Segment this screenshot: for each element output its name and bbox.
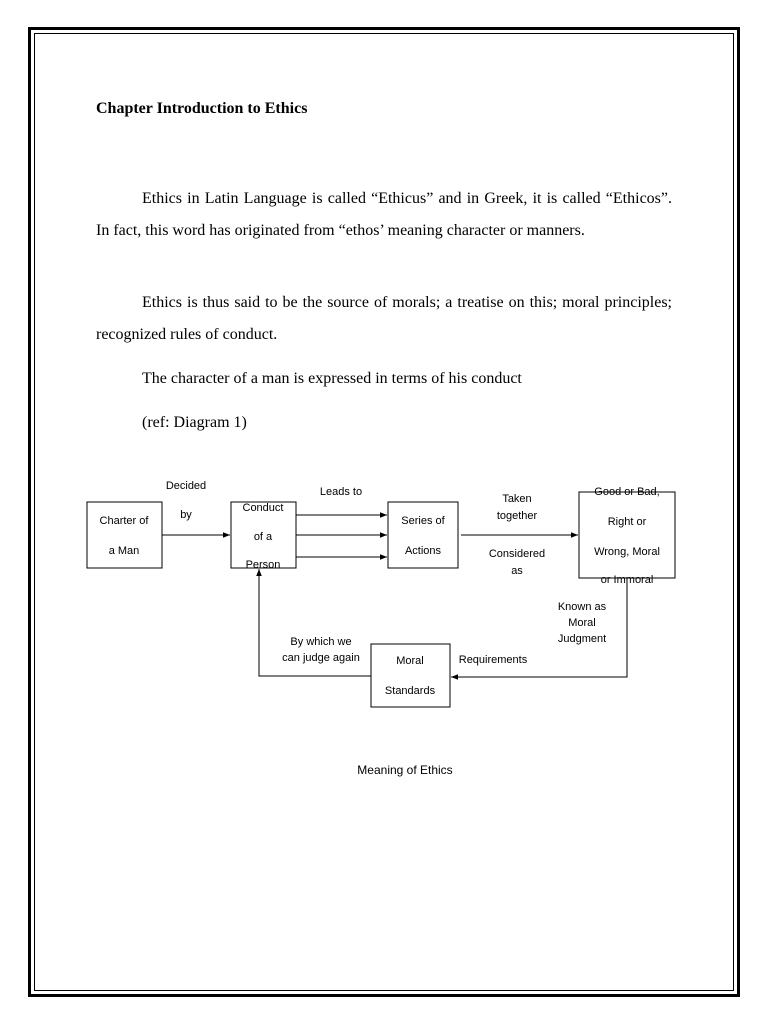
diagram-caption: Meaning of Ethics <box>357 763 453 777</box>
taken-together-label-line2: together <box>496 510 538 522</box>
series-text-line1: Series of <box>401 515 445 527</box>
charter-text-line2: a Man <box>108 545 140 557</box>
charter-box <box>87 502 162 568</box>
series-box <box>388 502 458 568</box>
judge-again-label-line2: can judge again <box>282 652 360 664</box>
decided-label-line1: Decided <box>165 480 207 492</box>
chapter-heading: Chapter Introduction to Ethics <box>96 100 308 117</box>
requirements-label: Requirements <box>458 654 528 666</box>
series-text-line2: Actions <box>404 545 442 557</box>
leads-to-label: Leads to <box>319 486 363 498</box>
judgment-text-line1: Good or Bad, <box>594 486 660 498</box>
diagram-reference: (ref: Diagram 1) <box>142 414 247 431</box>
standards-box <box>371 644 450 707</box>
paragraph-etymology-text: Ethics in Latin Language is called “Ethicus” and in Greek, it is called “Ethicos”. In fact, this word has originated from “ethos’ meaning character or manners. <box>96 190 672 239</box>
judgment-text-line2: Right or <box>607 516 647 528</box>
known-as-label-line1: Known as <box>557 601 607 613</box>
taken-together-label-line1: Taken <box>502 493 532 505</box>
decided-label-line2: by <box>180 509 192 521</box>
judgment-text-line3: Wrong, Moral <box>594 546 660 558</box>
character-statement: The character of a man is expressed in terms of his conduct <box>142 370 522 387</box>
conduct-text-line2: of a <box>253 531 273 543</box>
charter-text-line1: Charter of <box>99 515 149 527</box>
conduct-text-line3: Person <box>245 559 281 571</box>
conduct-text-line1: Conduct <box>242 502 284 514</box>
known-as-label-line3: Judgment <box>557 633 607 645</box>
judgment-text-line4: or Immoral <box>600 574 654 586</box>
standards-text-line2: Standards <box>384 685 436 697</box>
judge-again-label-line1: By which we <box>290 636 352 648</box>
paragraph-definition-text: Ethics is thus said to be the source of morals; a treatise on this; moral principles; recognized rules of conduct. <box>96 294 672 343</box>
known-as-label-line2: Moral <box>568 617 596 629</box>
considered-as-label-line2: as <box>511 565 523 577</box>
standards-text-line1: Moral <box>396 655 424 667</box>
judgment-box <box>579 492 675 578</box>
considered-as-label-line1: Considered <box>488 548 546 560</box>
